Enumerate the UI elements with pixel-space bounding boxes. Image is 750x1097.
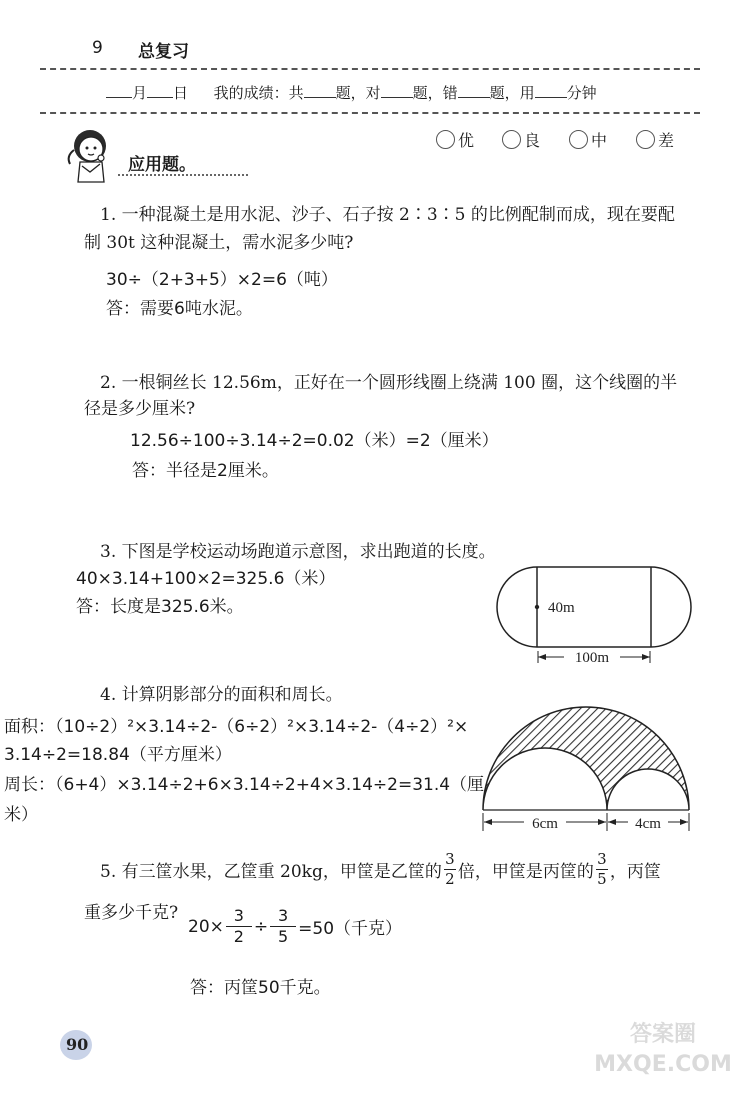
problem-2-calculation: 12.56÷100÷3.14÷2=0.02（米）=2（厘米） xyxy=(130,431,499,451)
running-track-diagram xyxy=(492,562,712,672)
fraction-three-halves: $\frac{3}{2}$ xyxy=(445,850,455,888)
problem-4-question: 4. 计算阴影部分的面积和周长。 xyxy=(100,685,343,705)
problem-1-line-1: 1. 一种混凝土是用水泥、沙子、石子按 2∶3∶5 的比例配制而成，现在要配 xyxy=(100,205,675,225)
problem-1-line-2: 制 30t 这种混凝土，需水泥多少吨? xyxy=(84,233,354,253)
calc-fraction-three-halves: $\frac{3}{2}$ xyxy=(226,908,252,945)
problem-5-answer: 答：丙筐50千克。 xyxy=(190,978,331,998)
grade-checkbox-icon xyxy=(436,130,455,149)
grade-option-excellent[interactable]: 优 xyxy=(436,128,474,151)
grade-checkbox-icon xyxy=(569,130,588,149)
calc-fraction-three-fifths: $\frac{3}{5}$ xyxy=(270,908,296,945)
grade-checkbox-icon xyxy=(502,130,521,149)
problem-4-perimeter-line-1: 周长：（6+4）×3.14÷2+6×3.14÷2+4×3.14÷2=31.4（厘 xyxy=(4,775,485,795)
problem-4-area-line-2: 3.14÷2=18.84（平方厘米） xyxy=(4,745,232,765)
problem-5-line-1: 5. 有三筐水果，乙筐重 20kg，甲筐是乙筐的 $\frac{3}{2}$ 倍，甲筐是丙筐的 $\frac{3}{5}$ ，丙筐 xyxy=(100,850,661,888)
track-length-label: 100m xyxy=(574,650,610,666)
girl-thinking-illustration xyxy=(60,120,124,184)
divider-top xyxy=(40,68,700,70)
right-diameter-label: 4cm xyxy=(635,816,661,832)
section-title: 应用题。 xyxy=(128,155,196,175)
problem-5-calculation: 20× $\frac{3}{2}$ ÷ $\frac{3}{5}$ =50（千克） xyxy=(188,906,403,946)
watermark: 答案圈 MXQE.COM xyxy=(594,1022,732,1077)
grade-option-good[interactable]: 良 xyxy=(502,128,540,151)
chapter-title: 总复习 xyxy=(138,42,189,62)
section-title-dots xyxy=(118,174,248,176)
problem-2-line-1: 2. 一根铜丝长 12.56m，正好在一个圆形线圈上绕满 100 圈，这个线圈的半 xyxy=(100,373,678,393)
grade-option-poor[interactable]: 差 xyxy=(636,128,674,151)
record-line: 月 日 我的成绩：共 题，对 题，错 题，用 分钟 xyxy=(106,82,597,103)
problem-4-perimeter-line-2: 米） xyxy=(4,805,38,825)
problem-2-line-2: 径是多少厘米? xyxy=(84,399,196,419)
grade-checkbox-icon xyxy=(636,130,655,149)
problem-3-answer: 答：长度是325.6米。 xyxy=(76,597,244,617)
shaded-semicircles-diagram xyxy=(478,700,718,835)
page-number: 90 xyxy=(66,1035,89,1054)
problem-1-calculation: 30÷（2+3+5）×2=6（吨） xyxy=(106,270,338,290)
problem-3-question: 3. 下图是学校运动场跑道示意图，求出跑道的长度。 xyxy=(100,542,496,562)
chapter-number: 9 xyxy=(92,38,103,58)
problem-3-calculation: 40×3.14+100×2=325.6（米） xyxy=(76,569,336,589)
problem-4-area-line-1: 面积：（10÷2）²×3.14÷2-（6÷2）²×3.14÷2-（4÷2）²× xyxy=(4,717,469,737)
problem-5-line-2: 重多少千克? xyxy=(84,903,179,923)
fraction-three-fifths: $\frac{3}{5}$ xyxy=(597,850,607,888)
left-diameter-label: 6cm xyxy=(532,816,558,832)
grade-option-medium[interactable]: 中 xyxy=(569,128,607,151)
divider-bottom xyxy=(40,112,700,114)
problem-1-answer: 答：需要6吨水泥。 xyxy=(106,299,253,319)
track-width-label: 40m xyxy=(548,600,575,616)
problem-2-answer: 答：半径是2厘米。 xyxy=(132,461,279,481)
